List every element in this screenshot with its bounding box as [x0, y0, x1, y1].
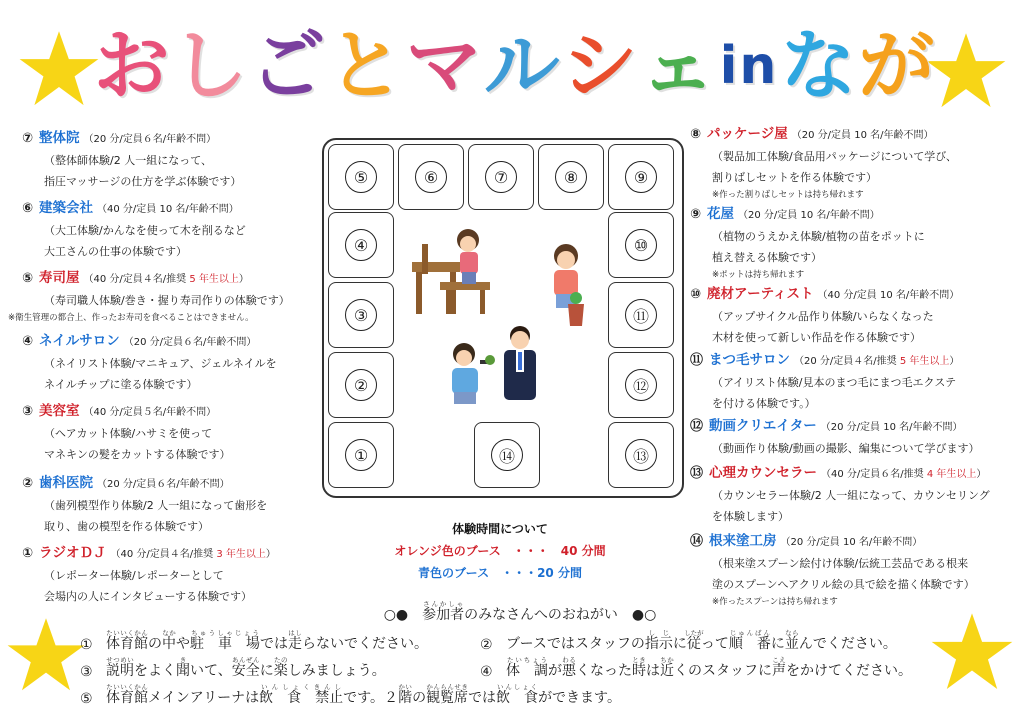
booth-meta: （40 分/定員６名/推奨 4 年生以上） — [821, 469, 987, 480]
booth-entry-header — [690, 284, 1010, 306]
booth-6 — [328, 212, 394, 278]
booth-entry-header — [22, 543, 322, 565]
booth-description — [690, 226, 1010, 268]
booth-meta: （20 分/定員 10 名/年齢不問） — [780, 537, 923, 548]
ruby-reading: ちか — [660, 656, 674, 664]
booth-description — [22, 220, 322, 262]
booth-meta: （40 分/定員５名/年齢不問） — [83, 407, 217, 418]
booth-entry — [22, 198, 322, 262]
booth-name: 廃材アーティスト — [707, 286, 814, 302]
booth-number-label: ⑬ — [625, 439, 657, 471]
description-line: を付ける体験です。） — [712, 397, 816, 410]
description-line: 取り、歯の模型を作る体験です） — [44, 520, 209, 533]
booth-name: 寿司屋 — [39, 270, 80, 286]
description-line: 大工さんの仕事の体験です） — [44, 245, 187, 258]
booth-meta: （20 分/定員 10 名/年齢不問） — [738, 210, 880, 221]
booth-number-label: ② — [345, 369, 377, 401]
ruby-reading: き — [176, 656, 190, 664]
title-char: し — [171, 20, 250, 110]
description-line: 植え替える体験です） — [712, 251, 822, 264]
description-line: 木材を使って新しい作品を作る体験です） — [712, 331, 921, 344]
booth-1 — [328, 144, 394, 210]
booth-entry — [22, 331, 322, 395]
description-line: （大工体験/かんなを使って木を削るなど — [44, 224, 246, 237]
rule-item — [80, 629, 480, 653]
ruby-reading: たいいくかん — [106, 629, 148, 637]
booth-description — [690, 553, 1010, 595]
booth-number: ⑦ — [22, 131, 34, 146]
booth-description — [690, 485, 1010, 527]
booth-13 — [474, 422, 540, 488]
booth-description — [22, 290, 322, 311]
ruby-word: 楽たの — [273, 656, 288, 679]
ruby-word: 走はし — [288, 629, 302, 652]
booth-14 — [608, 422, 674, 488]
booth-name: 美容室 — [39, 403, 80, 419]
booth-number: ⑫ — [690, 419, 704, 434]
description-line: （カウンセラー体験/2 人一組になって、カウンセリング — [712, 489, 990, 502]
star-icon-bottom-left — [6, 615, 86, 695]
booth-name: まつ毛サロン — [709, 352, 791, 368]
booth-number: ⑭ — [690, 534, 704, 549]
booth-note: ※衛生管理の都合上、作ったお寿司を食べることはできません。 — [8, 313, 254, 323]
title-char: ル — [483, 20, 562, 110]
booth-2 — [398, 144, 464, 210]
booth-12 — [328, 422, 394, 488]
ruby-reading: いんしょく — [496, 683, 539, 691]
booth-entry — [22, 473, 322, 537]
booth-entry — [690, 350, 1010, 414]
description-line: 割りばしセットを作る体験です） — [712, 171, 877, 184]
ruby-word: 体育館たいいくかん — [106, 629, 148, 652]
rule-item — [480, 629, 897, 653]
title-char: な — [780, 20, 859, 110]
ruby-reading: じゅんばん — [728, 629, 771, 637]
booth-description — [690, 306, 1010, 348]
title-char: マ — [405, 20, 484, 110]
ruby-word: 声こえ — [772, 656, 786, 679]
description-line: （ネイリスト体験/マニキュア、ジェルネイルを — [44, 357, 277, 370]
booth-number: ③ — [22, 404, 34, 419]
description-line: を体験します） — [712, 510, 789, 523]
booth-number: ⑬ — [690, 466, 704, 481]
booth-entry-header — [22, 128, 322, 150]
booth-description — [690, 146, 1010, 188]
ruby-word: 体育館たいいくかん — [106, 683, 148, 706]
booth-name: 花屋 — [707, 206, 735, 222]
rule-item — [480, 656, 912, 680]
title-char: が — [858, 20, 937, 110]
ruby-reading: なか — [162, 629, 176, 637]
booth-entry-header — [690, 463, 1010, 485]
booth-entry — [690, 463, 1010, 527]
ruby-word: 時とき — [632, 656, 646, 679]
booth-entry-header — [690, 416, 1010, 438]
booth-note: ※作った割りばしセットは持ち帰れます — [712, 190, 864, 200]
booth-entry — [690, 204, 1010, 282]
booth-5 — [608, 144, 674, 210]
booth-recommended-grade: 5 年生以上 — [189, 274, 239, 285]
ruby-reading: かんらんせき — [426, 683, 469, 691]
booth-entry — [22, 401, 322, 465]
description-line: （歯列模型作り体験/2 人一組になって歯形を — [44, 499, 268, 512]
booth-10 — [328, 352, 394, 418]
booth-entry-header — [690, 124, 1010, 146]
ruby-reading: こえ — [772, 656, 786, 664]
booth-meta: （20 分/定員 10 名/年齢不問） — [820, 422, 963, 433]
booth-number-label: ⑭ — [491, 439, 523, 471]
ruby-reading: わる — [562, 656, 576, 664]
ruby-reading: とき — [632, 656, 646, 664]
time-info-orange: オレンジ色のブース ・・・ 40 分間 — [394, 544, 606, 558]
booth-name: 心理カウンセラー — [709, 465, 818, 481]
time-info-blue: 青色のブース ・・・20 分間 — [418, 566, 582, 580]
booth-name: 動画クリエイター — [709, 418, 817, 434]
ruby-word: 近ちか — [660, 656, 674, 679]
booth-number-label: ③ — [345, 299, 377, 331]
ruby-word: 飲 食いんしょく — [496, 683, 539, 706]
star-icon-top-left — [18, 28, 100, 110]
booth-entry-header — [22, 473, 322, 495]
floor-plan — [322, 138, 684, 498]
time-info — [330, 518, 670, 584]
description-line: （製品加工体験/食品用パッケージについて学び、 — [712, 150, 957, 163]
booth-entry — [690, 416, 1010, 459]
booth-entry-header — [690, 531, 1010, 553]
booth-number-label: ⑥ — [415, 161, 447, 193]
ruby-reading: はし — [288, 629, 302, 637]
booth-number: ① — [22, 546, 34, 561]
booth-entry-header — [22, 331, 322, 353]
booth-9 — [608, 282, 674, 348]
rule-number: ⑤ — [80, 691, 93, 707]
description-line: 塗のスプーンへアクリル絵の具で絵を描く体験です） — [712, 578, 975, 591]
booth-name: ラジオＤＪ — [39, 545, 107, 561]
ruby-word: 並なら — [784, 629, 799, 652]
booth-description — [690, 438, 1010, 459]
description-line: （アイリスト体験/見本のまつ毛にまつ毛エクステ — [712, 376, 957, 389]
ruby-reading: ちゅうしゃじょう — [190, 629, 260, 637]
description-line: （根来塗スプーン絵付け体験/伝統工芸品である根来 — [712, 557, 969, 570]
ruby-word: 説明せつめい — [106, 656, 134, 679]
description-line: マネキンの髪をカットする体験です） — [44, 448, 231, 461]
booth-description — [22, 423, 322, 465]
description-line: （ヘアカット体験/ハサミを使って — [44, 427, 213, 440]
ruby-reading: たの — [273, 656, 288, 664]
ruby-word: 中なか — [162, 629, 176, 652]
description-line: ネイルチップに塗る体験です） — [44, 378, 198, 391]
carpenter-illustration-icon — [406, 222, 498, 322]
booth-meta: （20 分/定員６名/年齢不問） — [83, 134, 217, 145]
rules-heading-base: 参加者 — [422, 607, 465, 623]
rules-heading-suffix: のみなさんへのおねがい ●○ — [464, 607, 657, 623]
ruby-word: 順 番じゅんばん — [728, 629, 771, 652]
booth-number-label: ④ — [345, 229, 377, 261]
booth-meta: （40 分/定員 10 名/年齢不問） — [97, 204, 239, 215]
booth-number-label: ⑤ — [345, 161, 377, 193]
booth-description — [22, 353, 322, 395]
description-line: （整体師体験/2 人一組になって、 — [44, 154, 212, 167]
rule-number: ③ — [80, 664, 93, 680]
booth-meta: （40 分/定員４名/推奨 3 年生以上） — [110, 549, 276, 560]
ruby-reading: たいいくかん — [106, 683, 148, 691]
booth-number: ⑩ — [690, 287, 702, 302]
booth-list-right — [690, 124, 1010, 609]
booth-number-label: ① — [345, 439, 377, 471]
booth-entry-header — [22, 198, 322, 220]
title-char: と — [327, 20, 406, 110]
booth-name: パッケージ屋 — [707, 126, 788, 142]
booth-name: ネイルサロン — [39, 333, 120, 349]
booth-number: ② — [22, 476, 34, 491]
rules-heading — [80, 600, 960, 624]
booth-number-label: ⑫ — [625, 369, 657, 401]
booth-meta: （20 分/定員 10 名/年齢不問） — [791, 130, 934, 141]
booth-name: 整体院 — [39, 130, 80, 146]
rule-text: 体育館たいいくかんメインアリーナは飲 食 禁止いんしょくきんしです。２階かいの観覧席かんらんせきでは飲 食いんしょくができます。 — [106, 683, 621, 706]
booth-description — [22, 150, 322, 192]
booth-11 — [608, 352, 674, 418]
booth-meta: （40 分/定員 10 名/年齢不問） — [817, 290, 960, 301]
ruby-word: 指示しじ — [644, 629, 673, 652]
booth-entry-header — [22, 401, 322, 423]
booth-recommended-grade: 3 年生以上 — [216, 549, 266, 560]
title-char: お — [93, 20, 172, 110]
ruby-reading: せつめい — [106, 656, 134, 664]
booth-note: ※ポットは持ち帰れます — [712, 270, 805, 280]
description-line: （レポーター体験/レポーターとして — [44, 569, 224, 582]
booth-description — [690, 372, 1010, 414]
booth-list-left — [8, 128, 322, 607]
title-char: ェ — [639, 20, 718, 110]
ruby-reading: しじ — [644, 629, 673, 637]
booth-entry — [8, 268, 322, 325]
ruby-word: 階かい — [398, 683, 413, 706]
florist-illustration-icon — [542, 242, 590, 332]
booth-entry — [690, 284, 1010, 348]
ruby-word: 悪わる — [562, 656, 576, 679]
ruby-reading: たいちょう — [506, 656, 548, 664]
booth-number: ⑥ — [22, 201, 34, 216]
booth-number: ⑪ — [690, 353, 704, 368]
ruby-word: 観覧席かんらんせき — [426, 683, 469, 706]
booth-name: 建築会社 — [39, 200, 94, 216]
booth-entry-header — [690, 204, 1010, 226]
description-line: 指圧マッサージの仕方を学ぶ体験です） — [44, 175, 242, 188]
ruby-word: 体 調たいちょう — [506, 656, 548, 679]
booth-entry — [22, 128, 322, 192]
booth-number-label: ⑪ — [625, 299, 657, 331]
description-line: 会場内の人にインタビューする体験です） — [44, 590, 253, 603]
ruby-reading: あんぜん — [231, 656, 260, 664]
booth-name: 根来塗工房 — [709, 533, 777, 549]
ruby-word: 飲 食 禁止いんしょくきんし — [259, 683, 344, 706]
booth-8 — [328, 282, 394, 348]
ruby-reading: かい — [398, 683, 413, 691]
booth-number: ⑧ — [690, 127, 702, 142]
booth-note: ※作ったスプーンは持ち帰れます — [712, 597, 838, 607]
booth-entry-header — [690, 350, 1010, 372]
booth-number-label: ⑦ — [485, 161, 517, 193]
booth-meta: （20 分/定員４名/推奨 5 年生以上） — [794, 356, 960, 367]
booth-entry-header — [22, 268, 322, 290]
booth-number-label: ⑨ — [625, 161, 657, 193]
ruby-word: 安全あんぜん — [231, 656, 260, 679]
booth-recommended-grade: 4 年生以上 — [926, 469, 977, 480]
booth-meta: （20 分/定員６名/年齢不問） — [123, 337, 257, 348]
participant-rules — [80, 600, 960, 707]
rule-number: ④ — [480, 664, 493, 680]
title-char: ご — [249, 20, 328, 110]
booth-number-label: ⑧ — [555, 161, 587, 193]
description-line: （植物のうえかえ体験/植物の苗をポットに — [712, 230, 925, 243]
title-char: in — [719, 35, 779, 96]
booth-name: 歯科医院 — [39, 475, 94, 491]
description-line: （アップサイクル品作り体験/いらなくなった — [712, 310, 934, 323]
rule-item — [80, 683, 621, 707]
time-info-heading: 体験時間について — [452, 522, 548, 536]
booth-recommended-grade: 5 年生以上 — [899, 356, 950, 367]
booth-number-label: ⑩ — [625, 229, 657, 261]
booth-entry — [690, 531, 1010, 609]
booth-number: ⑤ — [22, 271, 34, 286]
booth-number: ④ — [22, 334, 34, 349]
booth-3 — [468, 144, 534, 210]
ruby-reading: いんしょくきんし — [259, 683, 344, 691]
rule-number: ② — [480, 637, 493, 653]
booth-entry — [690, 124, 1010, 202]
description-line: （寿司職人体験/巻き・握り寿司作りの体験です） — [44, 294, 290, 307]
rule-item — [80, 656, 480, 680]
rules-heading-ruby: さんかしゃ — [422, 600, 465, 608]
ruby-reading: なら — [784, 629, 799, 637]
ruby-word: 聞き — [176, 656, 190, 679]
ruby-word: 従したが — [684, 629, 704, 652]
rule-text: 体育館たいいくかんの中なかや駐 車 場ちゅうしゃじょうでは走はしらないでください。 — [106, 629, 428, 652]
booth-7 — [608, 212, 674, 278]
rule-text: 説明せつめいをよく聞きいて、安全あんぜんに楽たのしみましょう。 — [106, 656, 386, 679]
ruby-reading: したが — [684, 629, 704, 637]
booth-description — [22, 495, 322, 537]
interview-illustration-icon — [444, 324, 554, 416]
rule-text: ブースではスタッフの指示しじに従したがって順 番じゅんばんに並ならんでください。 — [506, 629, 897, 652]
booth-meta: （20 分/定員６名/年齢不問） — [97, 479, 230, 490]
booth-entry — [22, 543, 322, 607]
description-line: （動画作り体験/動画の撮影、編集について学びます） — [712, 442, 980, 455]
booth-4 — [538, 144, 604, 210]
ruby-word: 駐 車 場ちゅうしゃじょう — [190, 629, 260, 652]
rules-heading-prefix: ○● — [383, 607, 423, 623]
title-char: シ — [561, 20, 640, 110]
booth-number: ⑨ — [690, 207, 702, 222]
rule-text: 体 調たいちょうが悪わるくなった時ときは近ちかくのスタッフに声こえをかけてください。 — [506, 656, 912, 679]
star-icon-top-right — [925, 30, 1007, 112]
rule-number: ① — [80, 637, 93, 653]
page-title — [93, 18, 937, 113]
booth-meta: （40 分/定員４名/推奨 5 年生以上） — [83, 274, 249, 285]
